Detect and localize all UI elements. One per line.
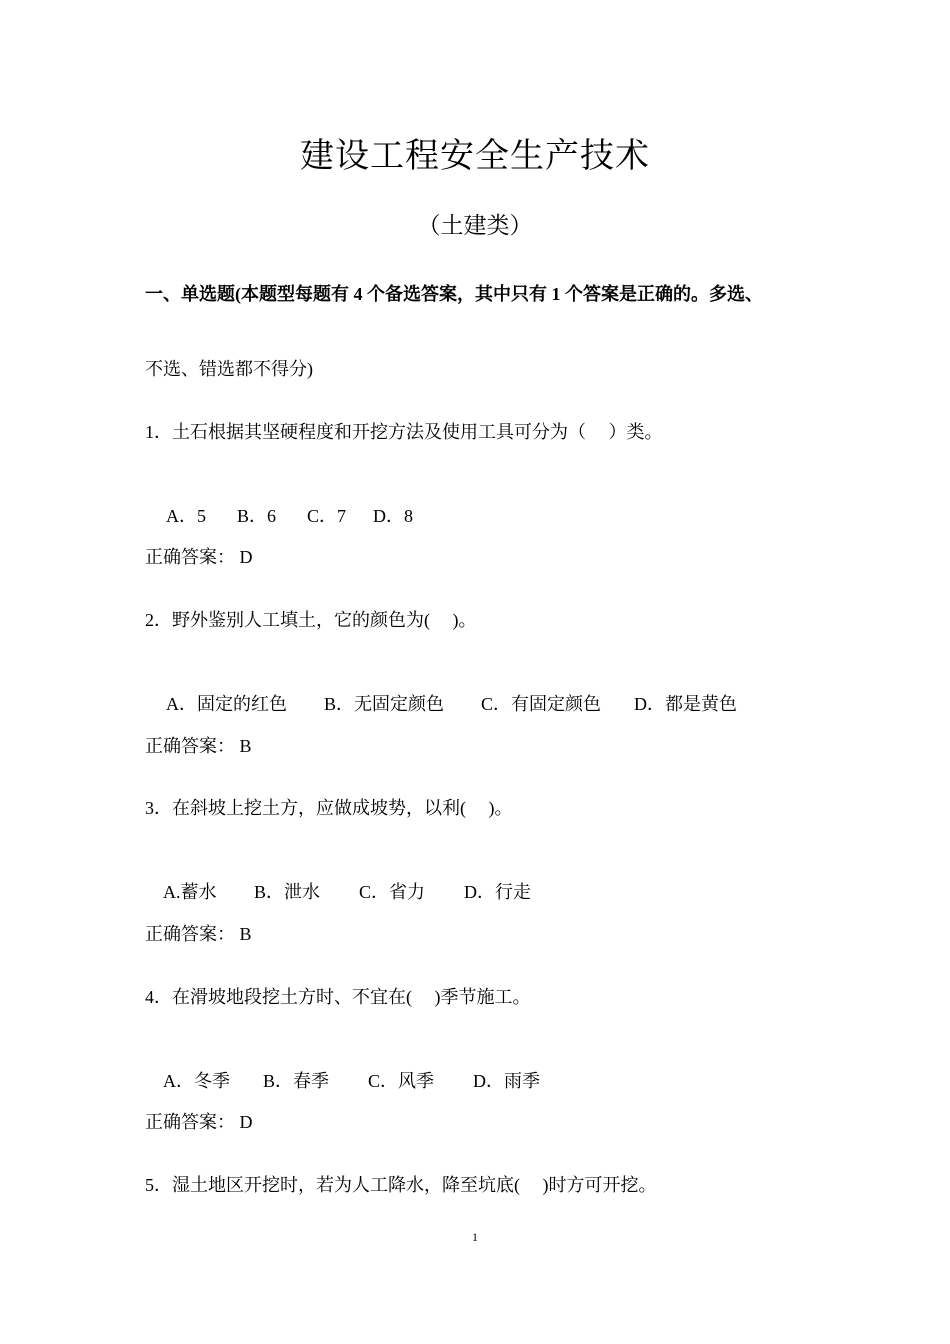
question-3-answer: 正确答案： B [145,924,252,944]
question-2-options [148,669,737,737]
section-heading-line-2: 不选、错选都不得分) [145,359,313,379]
section-heading-line-1: 一、单选题(本题型每题有 4 个备选答案，其中只有 1 个答案是正确的。多选、 [145,284,763,304]
question-2-answer: 正确答案： B [145,736,252,756]
question-2-option-d: D．都是黄色 [634,694,737,714]
question-3-option-d: D．行走 [464,882,531,902]
question-1-option-d: D．8 [373,506,413,526]
question-3-option-b: B．泄水 [254,882,321,902]
question-4-option-b: B．春季 [263,1071,330,1091]
question-1-option-a: A．5 [166,506,206,526]
question-2-text: 2．野外鉴别人工填土，它的颜色为( )。 [145,610,477,630]
question-3-text: 3．在斜坡上挖土方，应做成坡势，以利( )。 [145,798,513,818]
page-number: 1 [472,1230,478,1244]
question-2-option-c: C．有固定颜色 [481,694,602,714]
document-subtitle: （土建类） [417,213,533,239]
question-1-text: 1．土石根据其坚硬程度和开挖方法及使用工具可分为（ ）类。 [145,422,663,442]
question-1-answer: 正确答案： D [145,547,253,567]
question-4-text: 4．在滑坡地段挖土方时、不宜在( )季节施工。 [145,987,531,1007]
question-4-options [145,1046,540,1114]
question-4-option-c: C．风季 [368,1071,435,1091]
question-4-option-d: D．雨季 [473,1071,540,1091]
question-3-options [145,857,531,925]
question-2-option-a: A．固定的红色 [166,694,287,714]
question-3-option-c: C．省力 [359,882,426,902]
question-4-answer: 正确答案： D [145,1112,253,1132]
question-1-option-b: B．6 [237,506,277,526]
question-4-option-a: A．冬季 [163,1071,230,1091]
question-1-options [148,481,413,549]
question-3-option-a: A.蓄水 [163,882,217,902]
question-5-text: 5．湿土地区开挖时，若为人工降水，降至坑底( )时方可开挖。 [145,1175,657,1195]
question-1-option-c: C．7 [307,506,347,526]
document-title: 建设工程安全生产技术 [300,136,650,176]
question-2-option-b: B．无固定颜色 [324,694,445,714]
